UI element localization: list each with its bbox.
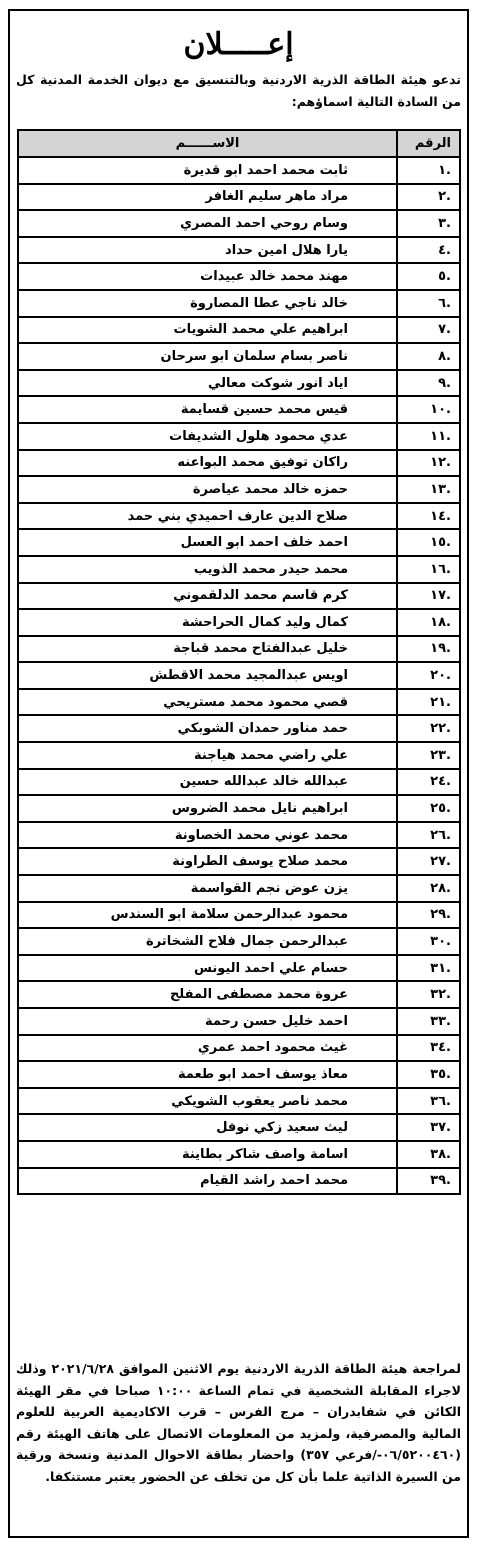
table-row [18,396,460,423]
row-name: ثابت محمد احمد ابو قديرة [18,157,397,184]
row-name: حمد مناور حمدان الشوبكي [18,715,397,742]
row-name: علي راضي محمد هياجنة [18,742,397,769]
table-row [18,1141,460,1168]
announcement-frame [8,9,469,1538]
row-number: .٦ [397,290,460,317]
table-row [18,1114,460,1141]
row-number: .١٨ [397,609,460,636]
row-name: قصي محمود محمد مستريحي [18,689,397,716]
row-name: وسام روحي احمد المصري [18,210,397,237]
row-number: .٣٢ [397,981,460,1008]
row-number: .١٠ [397,396,460,423]
row-number: .٢٢ [397,715,460,742]
row-name: عبدالله خالد عبدالله حسين [18,769,397,796]
table-row [18,476,460,503]
table-row [18,636,460,663]
names-table [17,129,461,1195]
table-row [18,1008,460,1035]
row-name: عبدالرحمن جمال فلاح الشخاترة [18,928,397,955]
row-number: .٧ [397,317,460,344]
row-name: ابراهيم علي محمد الشويات [18,317,397,344]
row-name: كرم قاسم محمد الدلقموني [18,583,397,610]
row-name: محمد ناصر يعقوب الشويكي [18,1088,397,1115]
table-row [18,503,460,530]
row-number: .٣٦ [397,1088,460,1115]
row-name: اياد انور شوكت معالي [18,370,397,397]
row-number: .١٢ [397,450,460,477]
row-number: .٣ [397,210,460,237]
row-number: .٢٩ [397,902,460,929]
row-number: .٢١ [397,689,460,716]
table-row [18,902,460,929]
table-row [18,1035,460,1062]
table-row [18,370,460,397]
row-number: .٢٥ [397,795,460,822]
table-row [18,715,460,742]
table-row [18,769,460,796]
table-row [18,1061,460,1088]
table-row [18,981,460,1008]
row-name: ليث سعيد زكي نوفل [18,1114,397,1141]
row-name: محمد احمد راشد القيام [18,1168,397,1195]
announcement-footer: لمراجعة هيئة الطاقة الذرية الاردنية يوم الاثنين الموافق ٢٠٢١/٦/٢٨ وذلك لاجراء المقابلة الشخصية في تمام الساعة ١٠:٠٠ صباحا في مقر الهيئة الكائن في شفابدران – مرج الفرس – قرب الاكاديمية العربية للعلوم المالية والمصرفية، ولمزيد من المعلومات الاتصال على هاتف الهيئة رقم (٠٦/٥٢٠٠٤٦٠-/فرعي ٣٥٧) واحضار بطاقة الاحوال المدنية ونسخة ورقية من السيرة الذاتية علما بأن كل من تخلف عن الحضور يعتبر مستنكفا. [16,1361,461,1484]
row-name: محمد صلاح يوسف الطراونة [18,848,397,875]
row-name: يزن عوض نجم القواسمة [18,875,397,902]
row-name: محمد حيدر محمد الذويب [18,556,397,583]
row-number: .٩ [397,370,460,397]
row-number: .٢٣ [397,742,460,769]
table-row [18,795,460,822]
row-number: .١٦ [397,556,460,583]
row-name: ناصر بسام سلمان ابو سرحان [18,343,397,370]
table-header-row [18,130,460,157]
row-name: احمد خلف احمد ابو العسل [18,529,397,556]
table-row [18,263,460,290]
row-number: .٢٠ [397,662,460,689]
table-row [18,450,460,477]
row-number: .١٧ [397,583,460,610]
row-name: غيث محمود احمد عمري [18,1035,397,1062]
row-name: مراد ماهر سليم الغافر [18,184,397,211]
row-number: .٢٨ [397,875,460,902]
row-number: .١٣ [397,476,460,503]
table-row [18,317,460,344]
table-row [18,529,460,556]
row-name: محمود عبدالرحمن سلامة ابو السندس [18,902,397,929]
row-number: .٣٨ [397,1141,460,1168]
row-number: .٢٧ [397,848,460,875]
row-number: .١٩ [397,636,460,663]
row-number: .١ [397,157,460,184]
row-name: حمزه خالد محمد عياصرة [18,476,397,503]
row-number: .٣٧ [397,1114,460,1141]
row-name: خليل عبدالفتاح محمد قباجة [18,636,397,663]
table-row [18,1168,460,1195]
row-name: اويس عبدالمجيد محمد الاقطش [18,662,397,689]
row-number: .٥ [397,263,460,290]
row-number: .١١ [397,423,460,450]
row-name: محمد عوني محمد الخصاونة [18,822,397,849]
table-row [18,928,460,955]
row-name: كمال وليد كمال الحراحشة [18,609,397,636]
table-row [18,742,460,769]
row-name: عدي محمود هلول الشديفات [18,423,397,450]
table-row [18,290,460,317]
row-number: .٨ [397,343,460,370]
row-number: .١٤ [397,503,460,530]
table-row [18,1088,460,1115]
row-number: .٢٦ [397,822,460,849]
table-row [18,689,460,716]
table-row [18,875,460,902]
row-name: اسامة واصف شاكر بطاينة [18,1141,397,1168]
row-name: معاذ يوسف احمد ابو طعمة [18,1061,397,1088]
announcement-title: إعـــــلان [183,27,294,62]
table-body [18,157,460,1194]
row-name: يارا هلال امين حداد [18,237,397,264]
table-row [18,157,460,184]
table-row [18,822,460,849]
row-name: عروة محمد مصطفى المفلح [18,981,397,1008]
table-row [18,343,460,370]
table-row [18,955,460,982]
table-row [18,237,460,264]
row-name: خالد ناجي عطا المصاروة [18,290,397,317]
row-number: .١٥ [397,529,460,556]
table-row [18,210,460,237]
table-row [18,662,460,689]
table-row [18,423,460,450]
table-row [18,848,460,875]
row-name: مهند محمد خالد عبيدات [18,263,397,290]
table-row [18,556,460,583]
row-name: ابراهيم نايل محمد الضروس [18,795,397,822]
row-number: .٢ [397,184,460,211]
row-number: .٤ [397,237,460,264]
number-column-header: الرقم [397,130,460,157]
table-row [18,609,460,636]
row-number: .٢٤ [397,769,460,796]
row-number: .٣٩ [397,1168,460,1195]
row-name: احمد خليل حسن رحمة [18,1008,397,1035]
row-number: .٣٠ [397,928,460,955]
row-number: .٣١ [397,955,460,982]
row-name: راكان توفيق محمد البواعنه [18,450,397,477]
announcement-intro: تدعو هيئة الطاقة الذرية الاردنية وبالتنسيق مع ديوان الخدمة المدنية كل من السادة التالية اسماؤهم: [16,72,461,109]
row-number: .٣٤ [397,1035,460,1062]
row-number: .٣٥ [397,1061,460,1088]
row-name: قيس محمد حسين قسايمة [18,396,397,423]
name-column-header: الاســــــم [18,130,397,157]
row-name: صلاح الدين عارف احميدي بني حمد [18,503,397,530]
table-row [18,583,460,610]
row-number: .٣٣ [397,1008,460,1035]
table-row [18,184,460,211]
row-name: حسام علي احمد اليونس [18,955,397,982]
